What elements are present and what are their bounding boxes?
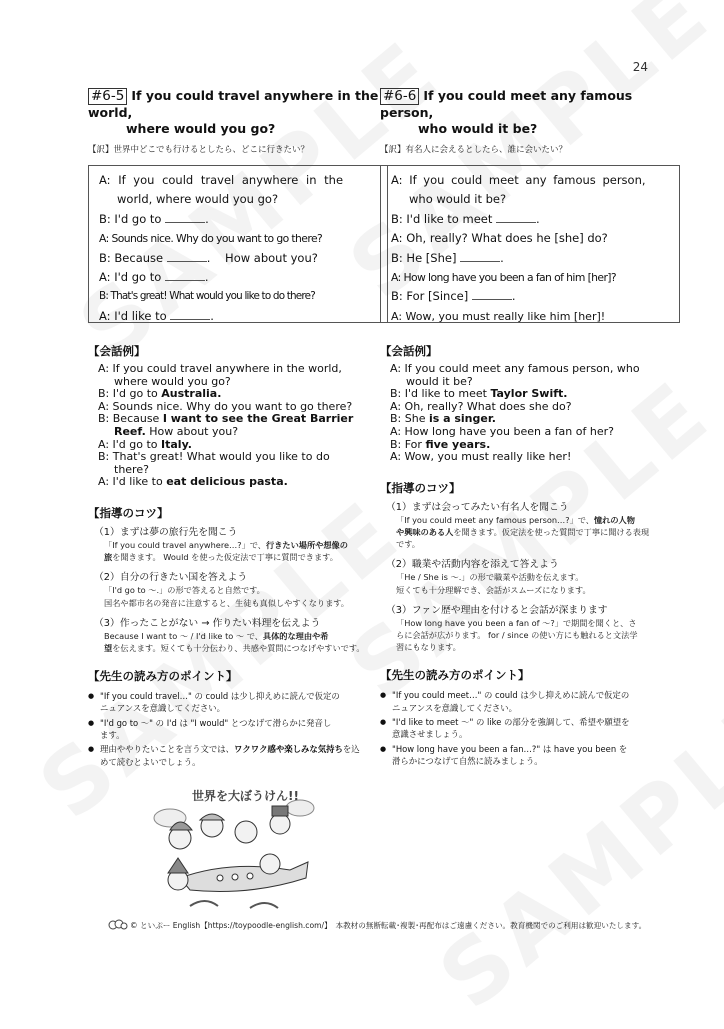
reading-points xyxy=(88,690,388,768)
question-title: If you could travel anywhere in the world, xyxy=(88,88,379,120)
tip-body: Because I want to ～ / I'd like to ～ で、具体的な理由や希 望を伝えます。短くても十分伝わり、共感や質問につなげやすいです。 xyxy=(104,630,365,653)
travel-illustration xyxy=(150,778,320,913)
tip-body: 「I'd go to ～.」の形で答えると自然です。 国名や都市名の発音に注意すると、生徒も真似しやすくなります。 xyxy=(104,585,349,608)
example-line: A: Wow, you must really like her! xyxy=(390,450,572,464)
dialogue-line: A: If you could travel anywhere in the xyxy=(99,173,344,187)
answer-blank[interactable] xyxy=(460,250,500,262)
reading-points xyxy=(380,689,680,767)
tip-body: 「If you could meet any famous person…?」で、憧れの人物 や興味のある人を聞きます。仮定法を使った質問で丁寧に聞ける表現 です。 xyxy=(396,514,650,550)
tips-list xyxy=(380,502,680,654)
example-line: A: How long have you been a fan of her? xyxy=(390,424,614,438)
reading-point: ● "I'd like to meet ～" の like の部分を強調して、希望や願望を 意識させましょう。 xyxy=(380,716,680,741)
question-title-line2: who would it be? xyxy=(418,121,538,136)
tip-heading: （1）まずは会ってみたい有名人を聞こう xyxy=(386,501,569,513)
dialogue-line: A: I'd like to . xyxy=(99,308,214,323)
example-title: 【会話例】 xyxy=(380,344,438,358)
illustration-caption: 世界を大ぼうけん!! xyxy=(192,789,299,803)
dialogue-line: who would it be? xyxy=(409,192,507,207)
example-line: A: I'd go to Italy. xyxy=(98,437,192,451)
tip-item xyxy=(380,502,680,551)
example-line: B: She is a singer. xyxy=(390,412,496,426)
question-heading xyxy=(380,88,680,137)
example-line: would it be? xyxy=(406,374,473,388)
tips-title: 【指導のコツ】 xyxy=(88,505,169,520)
dialogue-box xyxy=(380,165,680,323)
dialogue-line: B: I'd go to . xyxy=(99,211,209,226)
example-line: B: That's great! What would you like to do xyxy=(98,450,330,464)
tip-body: 「How long have you been a fan of ～?」で期間を聞くと、さ らに会話が広がります。 for / since の使い方にも触れると文法学 習にもなります。 xyxy=(396,617,638,653)
copyright-text: © といぷー English【https://toypoodle-english.com/】 本教材の無断転載･複製･再配布はご遠慮ください。教育機関でのご利用は歓迎いたします。 xyxy=(130,921,647,930)
answer-blank[interactable] xyxy=(472,288,512,300)
dialogue-line: B: For [Since] . xyxy=(391,289,516,304)
tips-title: 【指導のコツ】 xyxy=(380,480,461,495)
reading-title: 【先生の読み方のポイント】 xyxy=(88,669,238,684)
poodle-logo-icon xyxy=(108,919,128,933)
right-column xyxy=(380,88,680,769)
example-line: A: If you could meet any famous person, who xyxy=(390,362,640,375)
dialogue-line: B: That's great! What would you like to do there? xyxy=(99,290,315,303)
example-line: A: Sounds nice. Why do you want to go there? xyxy=(98,399,353,413)
example-line: Reef. How about you? xyxy=(114,424,239,438)
example-line: there? xyxy=(114,462,149,476)
reading-point: ● "If you could travel…" の could は少し抑えめに読んで仮定の ニュアンスを意識してください。 xyxy=(88,690,388,715)
dialogue-line: A: If you could meet any famous person, xyxy=(391,173,646,187)
example-line: A: I'd like to eat delicious pasta. xyxy=(98,475,288,489)
question-id: #6-5 xyxy=(88,88,127,105)
tip-item xyxy=(380,605,680,654)
answer-blank[interactable] xyxy=(165,269,205,281)
reading-title: 【先生の読み方のポイント】 xyxy=(380,668,530,683)
example-dialogue xyxy=(88,363,388,489)
dialogue-line: A: Wow, you must really like him [her]! xyxy=(391,309,606,323)
dialogue-line: A: Sounds nice. Why do you want to go there? xyxy=(99,232,323,246)
tip-item xyxy=(88,572,388,608)
tips-list xyxy=(88,527,388,654)
example-line: A: If you could travel anywhere in the world, xyxy=(98,362,342,375)
example-line: A: Oh, really? What does she do? xyxy=(390,399,572,413)
dialogue-line: B: He [She] . xyxy=(391,250,504,265)
dialogue-line: B: I'd like to meet . xyxy=(391,211,540,226)
tip-heading: （3）ファン歴や理由を付けると会話が深まります xyxy=(386,604,608,616)
dialogue-box xyxy=(88,165,388,323)
tip-body: 「He / She is ～.」の形で職業や活動を伝えます。 短くても十分理解でき、会話がスムーズになります。 xyxy=(396,572,591,595)
example-title: 【会話例】 xyxy=(88,344,146,358)
dialogue-line: B: Because . How about you? xyxy=(99,250,318,265)
question-title-line2: where would you go? xyxy=(126,121,276,136)
tip-body: 「If you could travel anywhere…?」で、行きたい場所や想像の 旅を聞きます。 Would を使った仮定法で丁寧に質問できます。 xyxy=(104,539,348,563)
answer-blank[interactable] xyxy=(170,308,210,320)
dialogue-line: world, where would you go? xyxy=(117,192,279,207)
example-line: B: I'd like to meet Taylor Swift. xyxy=(390,387,568,401)
tip-item xyxy=(380,559,680,595)
dialogue-line: A: How long have you been a fan of him [her]? xyxy=(391,271,617,285)
question-heading xyxy=(88,88,388,137)
tip-heading: （1）まずは夢の旅行先を聞こう xyxy=(94,526,238,538)
left-column xyxy=(88,88,388,770)
footer xyxy=(108,919,646,933)
travel-characters-icon xyxy=(150,778,320,913)
reading-point: ● "If you could meet…" の could は少し抑えめに読んで仮定の ニュアンスを意識してください。 xyxy=(380,689,680,714)
example-line: B: For five years. xyxy=(390,437,491,451)
dialogue-line: A: Oh, really? What does he [she] do? xyxy=(391,231,608,246)
example-line: where would you go? xyxy=(114,374,231,388)
tip-heading: （2）職業や活動内容を添えて答えよう xyxy=(386,559,559,571)
tip-item xyxy=(88,527,388,563)
answer-blank[interactable] xyxy=(496,211,536,223)
translation: 【訳】有名人に会えるとしたら、誰に会いたい？ xyxy=(380,145,568,155)
reading-point: ● "I'd go to ～" の I'd は "I would" とつなげて滑らかに発音し ます。 xyxy=(88,717,388,742)
answer-blank[interactable] xyxy=(167,250,207,262)
example-line: B: Because I want to see the Great Barrier xyxy=(98,412,354,426)
dialogue-line: A: I'd go to . xyxy=(99,270,209,285)
example-dialogue xyxy=(380,363,680,464)
reading-point: ● "How long have you been a fan…?" は have you been を 滑らかにつなげて自然に読みましょう。 xyxy=(380,743,680,768)
example-line: B: I'd go to Australia. xyxy=(98,387,222,401)
question-title: If you could meet any famous person, xyxy=(380,88,633,120)
tip-heading: （3）作ったことがない → 作りたい料理を伝えよう xyxy=(94,617,321,629)
reading-point: ● 理由ややりたいことを言う文では、ワクワク感や楽しみな気持ちを込 めて読むとよいでしょう。 xyxy=(88,743,388,768)
question-id: #6-6 xyxy=(380,88,419,105)
translation: 【訳】世界中どこでも行けるとしたら、どこに行きたい？ xyxy=(88,145,310,155)
answer-blank[interactable] xyxy=(165,211,205,223)
tip-heading: （2）自分の行きたい国を答えよう xyxy=(94,572,248,584)
page-number: 24 xyxy=(632,60,648,74)
tip-item xyxy=(88,618,388,654)
